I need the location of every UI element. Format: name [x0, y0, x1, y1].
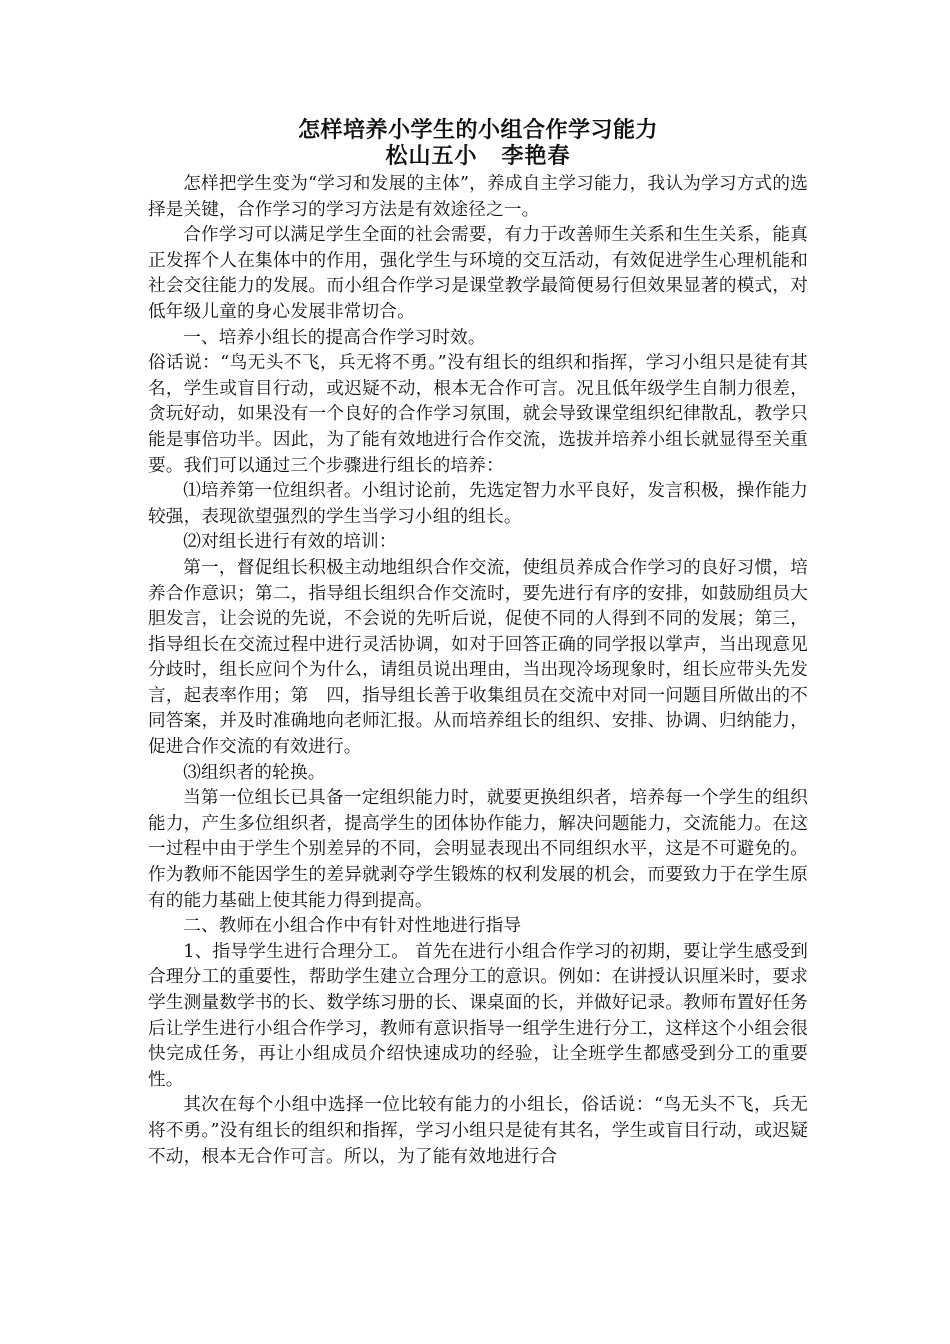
school-name: 松山五小: [385, 144, 478, 169]
paragraph-group-leader: 其次在每个小组中选择一位比较有能力的小组长，俗话说：“鸟无头不飞，兵无将不勇。”没有组长的组织和指挥，学习小组只是徒有其名，学生或盲目行动，或迟疑不动，根本无合作可言。所以，为了能有效地进行合: [148, 1095, 808, 1167]
paragraph-proverb: 俗话说：“鸟无头不飞，兵无将不勇。”没有组长的组织和指挥，学习小组只是徒有其名，学生或盲目行动，或迟疑不动，根本无合作可言。况且低年级学生自制力很差，贪玩好动，如果没有一个良好的合作学习氛围，就会导致课堂组织纪律散乱，教学只能是事倍功半。因此，为了能有效地进行合作交流，选拔并培养小组长就显得至关重要。我们可以通过三个步骤进行组长的培养：: [148, 353, 808, 476]
paragraph-step-3: ⑶组织者的轮换。: [183, 762, 326, 783]
section-heading-1: 一、培养小组长的提高合作学习时效。: [183, 327, 486, 348]
document-page: [148, 118, 808, 1170]
paragraph-cooperative-learning: 合作学习可以满足学生全面的社会需要，有力于改善师生关系和生生关系，能真正发挥个人在集体中的作用，强化学生与环境的交互活动，有效促进学生心理机能和社会交往能力的发展。而小组合作学习是课堂教学最简便易行但效果显著的模式，对低年级儿童的身心发展非常切合。: [148, 225, 808, 322]
paragraph-step-2: ⑵对组长进行有效的培训：: [183, 532, 397, 553]
paragraph-division-of-labor: 1、指导学生进行合理分工。 首先在进行小组合作学习的初期，要让学生感受到合理分工的重要性，帮助学生建立合理分工的意识。例如：在讲授认识厘米时，要求学生测量数学书的长、数学练习册的长、课桌面的长，并做好记录。教师布置好任务后让学生进行小组合作学习，教师有意识指导一组学生进行分工，这样这个小组会很快完成任务，再让小组成员介绍快速成功的经验，让全班学生都感受到分工的重要性。: [148, 941, 808, 1090]
paragraph-step-1: ⑴培养第一位组织者。小组讨论前，先选定智力水平良好，发言积极，操作能力较强，表现欲望强烈的学生当学习小组的组长。: [148, 481, 808, 527]
paragraph-training-details: 第一，督促组长积极主动地组织合作交流，使组员养成合作学习的良好习惯，培养合作意识；第二，指导组长组织合作交流时，要先进行有序的安排，如鼓励组员大胆发言，让会说的先说，不会说的先听后说，促使不同的人得到不同的发展；第三，指导组长在交流过程中进行灵活协调，如对于回答正确的同学报以掌声，当出现意见分歧时，组长应问个为什么，请组员说出理由，当出现冷场现象时，组长应带头先发言，起表率作用；第 四，指导组长善于收集组员在交流中对同一问题目所做出的不同答案，并及时准确地向老师汇报。从而培养组长的组织、安排、协调、归纳能力，促进合作交流的有效进行。: [148, 557, 808, 758]
paragraph-intro: 怎样把学生变为“学习和发展的主体”，养成自主学习能力，我认为学习方式的选择是关键，合作学习的学习方法是有效途径之一。: [148, 174, 808, 220]
document-title: 怎样培养小学生的小组合作学习能力: [297, 118, 658, 143]
document-body: [148, 172, 808, 1170]
author-line: [148, 144, 808, 170]
section-heading-2: 二、教师在小组合作中有针对性地进行指导: [183, 916, 522, 937]
paragraph-rotation: 当第一位组长已具备一定组织能力时，就要更换组织者，培养每一个学生的组织能力，产生多位组织者，提高学生的团体协作能力，解决问题能力，交流能力。在这一过程中由于学生个别差异的不同，会明显表现出不同组织水平，这是不可避免的。作为教师不能因学生的差异就剥夺学生锻炼的权利发展的机会，而要致力于在学生原有的能力基础上使其能力得到提高。: [148, 788, 808, 911]
author-name: 李艳春: [501, 144, 571, 169]
